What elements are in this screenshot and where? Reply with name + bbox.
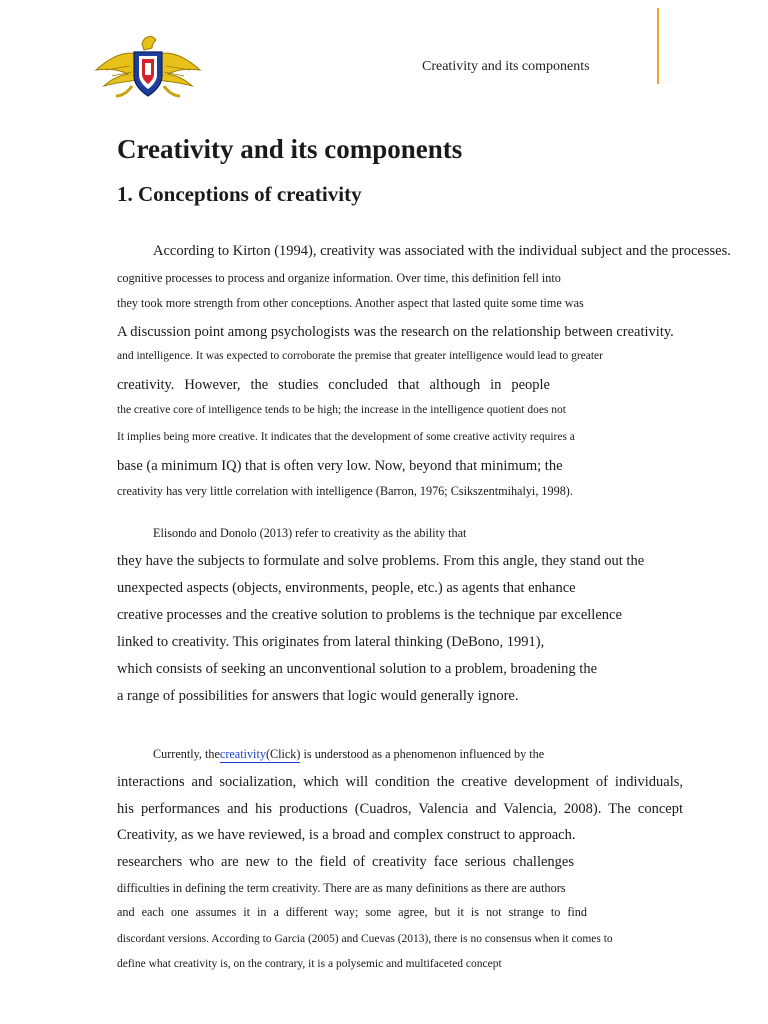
- creativity-link[interactable]: [220, 747, 301, 763]
- paragraph-line: interactions and socialization, which will condition the creative development of individuals,: [117, 774, 683, 790]
- paragraph-line: creative processes and the creative solution to problems is the technique par excellence: [117, 607, 622, 623]
- paragraph-line: Creativity, as we have reviewed, is a broad and complex construct to approach.: [117, 827, 576, 843]
- paragraph-line: According to Kirton (1994), creativity was associated with the individual subject and the processes.: [153, 243, 731, 259]
- paragraph-line: A discussion point among psychologists was the research on the relationship between creativity.: [117, 324, 674, 340]
- paragraph-text: is understood as a phenomenon influenced by the: [300, 747, 545, 761]
- paragraph-line: define what creativity is, on the contrary, it is a polysemic and multifaceted concept: [117, 958, 502, 970]
- paragraph-line: and intelligence. It was expected to corroborate the premise that greater intelligence would lead to greater: [117, 350, 603, 362]
- creativity-link-text[interactable]: creativity: [219, 747, 266, 761]
- paragraph-line: linked to creativity. This originates from lateral thinking (DeBono, 1991),: [117, 634, 545, 650]
- paragraph-line: a range of possibilities for answers that logic would generally ignore.: [117, 688, 519, 704]
- paragraph-line: the creative core of intelligence tends to be high; the increase in the intelligence quotient does not: [117, 404, 566, 416]
- paragraph-line: cognitive processes to process and organize information. Over time, this definition fell into: [117, 271, 561, 285]
- paragraph-line-with-link: [153, 747, 544, 762]
- paragraph-line: they have the subjects to formulate and solve problems. From this angle, they stand out the: [117, 553, 645, 569]
- header-divider: [657, 8, 659, 84]
- paragraph-line: they took more strength from other conceptions. Another aspect that lasted quite some time was: [117, 296, 584, 310]
- paragraph-line: base (a minimum IQ) that is often very low. Now, beyond that minimum; the: [117, 458, 563, 474]
- creativity-link-click-label[interactable]: (Click): [265, 747, 301, 761]
- paragraph-line: researchers who are new to the field of creativity face serious challenges: [117, 854, 574, 870]
- paragraph-line: It implies being more creative. It indicates that the development of some creative activity requires a: [117, 431, 575, 443]
- university-crest-logo: [94, 30, 202, 102]
- paragraph-line: creativity has very little correlation with intelligence (Barron, 1976; Csikszentmihalyi, 1998).: [117, 484, 573, 498]
- section-heading: 1. Conceptions of creativity: [117, 182, 362, 206]
- paragraph-text: Currently, the: [153, 747, 220, 761]
- running-header-title: Creativity and its components: [422, 59, 590, 74]
- paragraph-line: discordant versions. According to Garcia (2005) and Cuevas (2013), there is no consensus when it comes to: [117, 933, 613, 945]
- paragraph-line: which consists of seeking an unconventional solution to a problem, broadening the: [117, 661, 598, 677]
- paragraph-line: difficulties in defining the term creativity. There are as many definitions as there are authors: [117, 881, 566, 895]
- paragraph-line: and each one assumes it in a different way; some agree, but it is not strange to find: [117, 905, 587, 919]
- paragraph-line: Elisondo and Donolo (2013) refer to creativity as the ability that: [153, 526, 467, 540]
- document-title: Creativity and its components: [117, 134, 463, 164]
- paragraph-line: unexpected aspects (objects, environments, people, etc.) as agents that enhance: [117, 580, 576, 596]
- paragraph-line: creativity. However, the studies concluded that although in people: [117, 377, 550, 393]
- paragraph-line: his performances and his productions (Cuadros, Valencia and Valencia, 2008). The concept: [117, 801, 683, 817]
